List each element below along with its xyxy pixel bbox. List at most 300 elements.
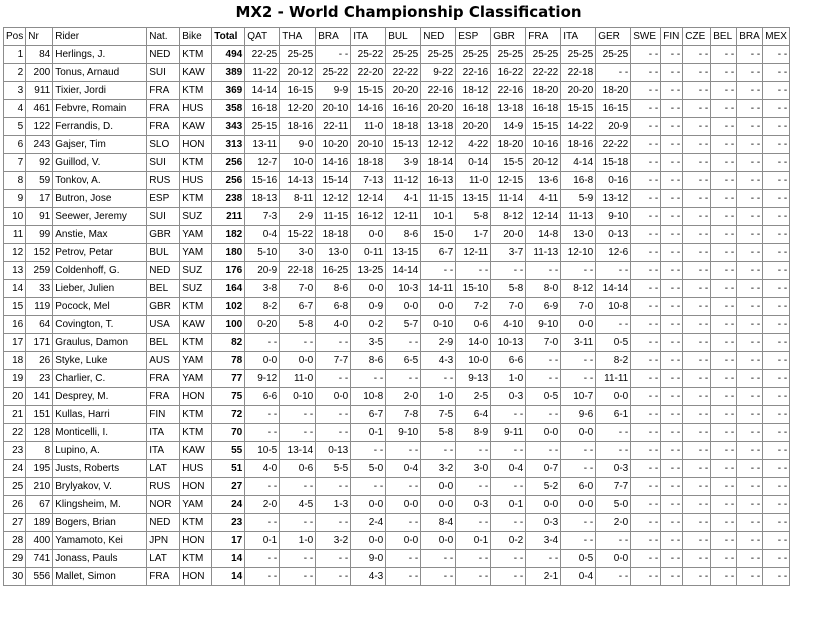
race-result-cell: - - (280, 406, 316, 424)
race-result-cell: 13-0 (561, 226, 596, 244)
race-result-cell: 15-15 (351, 82, 386, 100)
total-points-cell: 256 (212, 154, 245, 172)
table-row (4, 298, 790, 316)
race-result-cell: 0-0 (526, 496, 561, 514)
race-result-cell: - - (596, 64, 631, 82)
rider-number-cell: 59 (26, 172, 53, 190)
race-result-cell: 1-0 (491, 370, 526, 388)
race-result-cell: - - (683, 478, 711, 496)
total-points-cell: 17 (212, 532, 245, 550)
race-result-cell: 7-0 (280, 280, 316, 298)
position-cell: 15 (4, 298, 26, 316)
race-result-cell: 18-14 (421, 154, 456, 172)
rider-number-cell: 33 (26, 280, 53, 298)
race-result-cell: 9-6 (561, 406, 596, 424)
position-cell: 9 (4, 190, 26, 208)
race-result-cell: 0-0 (351, 496, 386, 514)
race-result-cell: 18-16 (280, 118, 316, 136)
total-points-cell: 176 (212, 262, 245, 280)
race-result-cell: 2-0 (596, 514, 631, 532)
rider-name-cell: Justs, Roberts (53, 460, 147, 478)
race-result-cell: - - (526, 550, 561, 568)
race-result-cell: 2-0 (245, 496, 280, 514)
race-result-cell: - - (661, 460, 683, 478)
race-result-cell: 25-22 (316, 64, 351, 82)
race-result-cell: 0-4 (491, 460, 526, 478)
race-result-cell: 22-22 (596, 136, 631, 154)
race-result-cell: 16-18 (456, 100, 491, 118)
total-points-cell: 55 (212, 442, 245, 460)
race-result-cell: 5-0 (351, 460, 386, 478)
race-result-cell: 11-22 (245, 64, 280, 82)
nationality-cell: NED (147, 46, 180, 64)
race-result-cell: 5-8 (456, 208, 491, 226)
position-cell: 28 (4, 532, 26, 550)
race-result-cell: - - (456, 550, 491, 568)
race-result-cell: 16-25 (316, 262, 351, 280)
bike-cell: HUS (180, 100, 212, 118)
race-result-cell: 13-14 (280, 442, 316, 460)
rider-name-cell: Klingsheim, M. (53, 496, 147, 514)
race-result-cell: 1-3 (316, 496, 351, 514)
nationality-cell: RUS (147, 172, 180, 190)
race-result-cell: 13-12 (596, 190, 631, 208)
race-result-cell: - - (631, 352, 661, 370)
race-result-cell: 6-1 (596, 406, 631, 424)
race-result-cell: - - (683, 262, 711, 280)
total-points-cell: 313 (212, 136, 245, 154)
race-result-cell: - - (763, 424, 790, 442)
race-result-cell: 11-15 (316, 208, 351, 226)
race-result-cell: - - (661, 82, 683, 100)
race-result-cell: - - (737, 190, 763, 208)
table-row (4, 460, 790, 478)
race-result-cell: - - (456, 262, 491, 280)
race-result-cell: 11-14 (491, 190, 526, 208)
race-result-cell: 11-0 (280, 370, 316, 388)
race-result-cell: - - (711, 190, 737, 208)
race-result-cell: - - (386, 442, 421, 460)
race-result-cell: 9-10 (596, 208, 631, 226)
bike-cell: SUZ (180, 262, 212, 280)
total-points-cell: 78 (212, 352, 245, 370)
total-points-cell: 72 (212, 406, 245, 424)
race-result-cell: - - (737, 46, 763, 64)
position-cell: 17 (4, 334, 26, 352)
total-points-cell: 494 (212, 46, 245, 64)
race-result-cell: - - (280, 568, 316, 586)
race-result-cell: - - (683, 550, 711, 568)
rider-name-cell: Tonkov, A. (53, 172, 147, 190)
race-result-cell: 5-8 (280, 316, 316, 334)
race-result-cell: - - (763, 478, 790, 496)
race-result-cell: 15-5 (491, 154, 526, 172)
rider-number-cell: 122 (26, 118, 53, 136)
rider-number-cell: 171 (26, 334, 53, 352)
rider-name-cell: Pocock, Mel (53, 298, 147, 316)
race-result-cell: - - (245, 568, 280, 586)
position-cell: 16 (4, 316, 26, 334)
rider-name-cell: Graulus, Damon (53, 334, 147, 352)
total-points-cell: 369 (212, 82, 245, 100)
rider-name-cell: Ferrandis, D. (53, 118, 147, 136)
column-header: Total (212, 28, 245, 46)
race-result-cell: - - (711, 298, 737, 316)
race-result-cell: - - (491, 442, 526, 460)
race-result-cell: 8-11 (280, 190, 316, 208)
race-result-cell: - - (631, 388, 661, 406)
race-result-cell: - - (245, 550, 280, 568)
race-result-cell: - - (711, 388, 737, 406)
race-result-cell: 7-0 (526, 334, 561, 352)
race-result-cell: - - (631, 550, 661, 568)
nationality-cell: GBR (147, 298, 180, 316)
table-row (4, 514, 790, 532)
race-result-cell: 12-14 (526, 208, 561, 226)
race-result-cell: 0-0 (561, 424, 596, 442)
race-result-cell: 10-13 (491, 334, 526, 352)
table-row (4, 154, 790, 172)
column-header: BEL (711, 28, 737, 46)
bike-cell: HON (180, 568, 212, 586)
race-result-cell: 25-25 (456, 46, 491, 64)
race-result-cell: 20-12 (280, 64, 316, 82)
race-result-cell: - - (763, 280, 790, 298)
column-header: ITA (351, 28, 386, 46)
total-points-cell: 182 (212, 226, 245, 244)
race-result-cell: - - (737, 460, 763, 478)
race-result-cell: 14-14 (386, 262, 421, 280)
nationality-cell: NED (147, 514, 180, 532)
table-row (4, 100, 790, 118)
race-result-cell: - - (491, 550, 526, 568)
column-header: BRA (316, 28, 351, 46)
race-result-cell: - - (661, 442, 683, 460)
race-result-cell: 3-11 (561, 334, 596, 352)
race-result-cell: - - (763, 64, 790, 82)
position-cell: 7 (4, 154, 26, 172)
race-result-cell: - - (763, 514, 790, 532)
race-result-cell: 0-0 (351, 280, 386, 298)
column-header: THA (280, 28, 316, 46)
rider-name-cell: Coldenhoff, G. (53, 262, 147, 280)
nationality-cell: FRA (147, 100, 180, 118)
rider-number-cell: 556 (26, 568, 53, 586)
position-cell: 18 (4, 352, 26, 370)
race-result-cell: - - (631, 118, 661, 136)
nationality-cell: SLO (147, 136, 180, 154)
race-result-cell: - - (711, 442, 737, 460)
race-result-cell: - - (683, 406, 711, 424)
race-result-cell: 8-2 (245, 298, 280, 316)
race-result-cell: - - (737, 496, 763, 514)
column-header: CZE (683, 28, 711, 46)
table-row (4, 388, 790, 406)
race-result-cell: 0-0 (421, 532, 456, 550)
race-result-cell: 20-20 (386, 82, 421, 100)
race-result-cell: 0-1 (351, 424, 386, 442)
race-result-cell: 11-12 (386, 172, 421, 190)
table-row (4, 226, 790, 244)
race-result-cell: - - (316, 406, 351, 424)
race-result-cell: - - (661, 172, 683, 190)
classification-table (3, 27, 790, 586)
race-result-cell: - - (683, 370, 711, 388)
race-result-cell: - - (456, 514, 491, 532)
race-result-cell: 5-10 (245, 244, 280, 262)
race-result-cell: 15-16 (245, 172, 280, 190)
race-result-cell: 4-5 (280, 496, 316, 514)
race-result-cell: - - (456, 442, 491, 460)
race-result-cell: - - (711, 316, 737, 334)
bike-cell: HON (180, 532, 212, 550)
race-result-cell: - - (456, 478, 491, 496)
race-result-cell: 0-0 (561, 496, 596, 514)
race-result-cell: 14-16 (351, 100, 386, 118)
position-cell: 1 (4, 46, 26, 64)
nationality-cell: GBR (147, 226, 180, 244)
race-result-cell: - - (711, 226, 737, 244)
table-row (4, 280, 790, 298)
position-cell: 24 (4, 460, 26, 478)
race-result-cell: 6-9 (526, 298, 561, 316)
bike-cell: KTM (180, 46, 212, 64)
race-result-cell: - - (683, 514, 711, 532)
position-cell: 10 (4, 208, 26, 226)
race-result-cell: 0-6 (456, 316, 491, 334)
column-header: ESP (456, 28, 491, 46)
table-row (4, 64, 790, 82)
race-result-cell: - - (631, 136, 661, 154)
race-result-cell: - - (631, 424, 661, 442)
race-result-cell: - - (316, 478, 351, 496)
race-result-cell: 0-2 (351, 316, 386, 334)
race-result-cell: 13-18 (491, 100, 526, 118)
race-result-cell: - - (711, 406, 737, 424)
race-result-cell: 10-1 (421, 208, 456, 226)
nationality-cell: FRA (147, 388, 180, 406)
race-result-cell: 10-3 (386, 280, 421, 298)
race-result-cell: - - (491, 262, 526, 280)
rider-number-cell: 911 (26, 82, 53, 100)
race-result-cell: 6-4 (456, 406, 491, 424)
race-result-cell: - - (526, 352, 561, 370)
column-header: NED (421, 28, 456, 46)
race-result-cell: 1-7 (456, 226, 491, 244)
race-result-cell: 15-13 (386, 136, 421, 154)
race-result-cell: 5-0 (596, 496, 631, 514)
race-result-cell: 22-11 (316, 118, 351, 136)
race-result-cell: - - (737, 136, 763, 154)
rider-name-cell: Charlier, C. (53, 370, 147, 388)
nationality-cell: ITA (147, 442, 180, 460)
bike-cell: KTM (180, 334, 212, 352)
race-result-cell: 0-0 (386, 298, 421, 316)
rider-name-cell: Lupino, A. (53, 442, 147, 460)
race-result-cell: 2-1 (526, 568, 561, 586)
rider-number-cell: 84 (26, 46, 53, 64)
race-result-cell: - - (683, 280, 711, 298)
race-result-cell: - - (683, 334, 711, 352)
race-result-cell: 2-0 (386, 388, 421, 406)
race-result-cell: - - (763, 172, 790, 190)
total-points-cell: 102 (212, 298, 245, 316)
race-result-cell: 0-5 (596, 334, 631, 352)
race-result-cell: - - (661, 118, 683, 136)
column-header: FIN (661, 28, 683, 46)
race-result-cell: - - (737, 316, 763, 334)
race-result-cell: 0-13 (316, 442, 351, 460)
race-result-cell: 7-7 (316, 352, 351, 370)
race-result-cell: 8-6 (351, 352, 386, 370)
race-result-cell: 1-0 (421, 388, 456, 406)
race-result-cell: - - (596, 424, 631, 442)
race-result-cell: 0-16 (596, 172, 631, 190)
rider-name-cell: Monticelli, I. (53, 424, 147, 442)
rider-number-cell: 119 (26, 298, 53, 316)
race-result-cell: 4-0 (316, 316, 351, 334)
column-header: Nr (26, 28, 53, 46)
nationality-cell: AUS (147, 352, 180, 370)
race-result-cell: 12-11 (456, 244, 491, 262)
race-result-cell: - - (683, 442, 711, 460)
race-result-cell: - - (280, 424, 316, 442)
race-result-cell: 13-15 (386, 244, 421, 262)
race-result-cell: - - (421, 550, 456, 568)
race-result-cell: - - (683, 136, 711, 154)
position-cell: 26 (4, 496, 26, 514)
table-row (4, 208, 790, 226)
race-result-cell: - - (316, 514, 351, 532)
page-title: MX2 - World Championship Classification (235, 3, 582, 21)
race-result-cell: 14-14 (245, 82, 280, 100)
race-result-cell: 20-10 (316, 100, 351, 118)
race-result-cell: - - (763, 370, 790, 388)
race-result-cell: 0-5 (561, 550, 596, 568)
race-result-cell: - - (737, 550, 763, 568)
race-result-cell: - - (737, 280, 763, 298)
race-result-cell: 6-5 (386, 352, 421, 370)
table-row (4, 46, 790, 64)
table-row (4, 244, 790, 262)
race-result-cell: 0-3 (456, 496, 491, 514)
race-result-cell: - - (631, 514, 661, 532)
race-result-cell: - - (316, 568, 351, 586)
race-result-cell: 0-0 (596, 388, 631, 406)
race-result-cell: - - (683, 532, 711, 550)
nationality-cell: SUI (147, 208, 180, 226)
race-result-cell: - - (763, 154, 790, 172)
race-result-cell: 0-4 (561, 568, 596, 586)
position-cell: 19 (4, 370, 26, 388)
race-result-cell: - - (245, 334, 280, 352)
bike-cell: KAW (180, 442, 212, 460)
race-result-cell: 11-0 (456, 172, 491, 190)
race-result-cell: - - (711, 46, 737, 64)
race-result-cell: - - (351, 442, 386, 460)
rider-number-cell: 26 (26, 352, 53, 370)
race-result-cell: 13-15 (456, 190, 491, 208)
bike-cell: KTM (180, 406, 212, 424)
nationality-cell: LAT (147, 460, 180, 478)
race-result-cell: - - (421, 370, 456, 388)
race-result-cell: - - (661, 550, 683, 568)
race-result-cell: - - (737, 118, 763, 136)
bike-cell: SUZ (180, 208, 212, 226)
column-header: GBR (491, 28, 526, 46)
total-points-cell: 164 (212, 280, 245, 298)
race-result-cell: - - (661, 532, 683, 550)
position-cell: 13 (4, 262, 26, 280)
rider-name-cell: Guillod, V. (53, 154, 147, 172)
race-result-cell: - - (763, 82, 790, 100)
race-result-cell: - - (683, 298, 711, 316)
table-row (4, 82, 790, 100)
race-result-cell: 12-10 (561, 244, 596, 262)
race-result-cell: - - (661, 334, 683, 352)
race-result-cell: - - (737, 262, 763, 280)
race-result-cell: 3-7 (491, 244, 526, 262)
race-result-cell: - - (763, 244, 790, 262)
race-result-cell: 4-14 (561, 154, 596, 172)
race-result-cell: - - (631, 442, 661, 460)
race-result-cell: - - (711, 352, 737, 370)
rider-number-cell: 200 (26, 64, 53, 82)
race-result-cell: 16-13 (421, 172, 456, 190)
total-points-cell: 27 (212, 478, 245, 496)
race-result-cell: - - (386, 478, 421, 496)
race-result-cell: 6-0 (561, 478, 596, 496)
race-result-cell: 4-22 (456, 136, 491, 154)
race-result-cell: - - (561, 532, 596, 550)
race-result-cell: 25-25 (561, 46, 596, 64)
nationality-cell: FRA (147, 82, 180, 100)
bike-cell: YAM (180, 496, 212, 514)
race-result-cell: - - (596, 442, 631, 460)
race-result-cell: - - (386, 334, 421, 352)
rider-name-cell: Butron, Jose (53, 190, 147, 208)
race-result-cell: 25-25 (526, 46, 561, 64)
race-result-cell: 13-11 (245, 136, 280, 154)
race-result-cell: - - (386, 514, 421, 532)
column-header: Rider (53, 28, 147, 46)
nationality-cell: BEL (147, 334, 180, 352)
race-result-cell: 10-0 (280, 154, 316, 172)
bike-cell: KTM (180, 298, 212, 316)
race-result-cell: - - (683, 388, 711, 406)
race-result-cell: - - (421, 568, 456, 586)
bike-cell: KTM (180, 190, 212, 208)
race-result-cell: 8-2 (596, 352, 631, 370)
bike-cell: HUS (180, 460, 212, 478)
race-result-cell: 14-22 (561, 118, 596, 136)
race-result-cell: 22-16 (456, 64, 491, 82)
position-cell: 27 (4, 514, 26, 532)
race-result-cell: - - (631, 154, 661, 172)
race-result-cell: 3-2 (316, 532, 351, 550)
race-result-cell: - - (683, 172, 711, 190)
race-result-cell: 18-20 (526, 82, 561, 100)
race-result-cell: 6-6 (245, 388, 280, 406)
nationality-cell: NOR (147, 496, 180, 514)
race-result-cell: 0-1 (491, 496, 526, 514)
race-result-cell: 11-11 (596, 370, 631, 388)
rider-number-cell: 17 (26, 190, 53, 208)
race-result-cell: 10-20 (316, 136, 351, 154)
race-result-cell: 25-22 (351, 46, 386, 64)
race-result-cell: 16-16 (386, 100, 421, 118)
race-result-cell: 22-18 (280, 262, 316, 280)
